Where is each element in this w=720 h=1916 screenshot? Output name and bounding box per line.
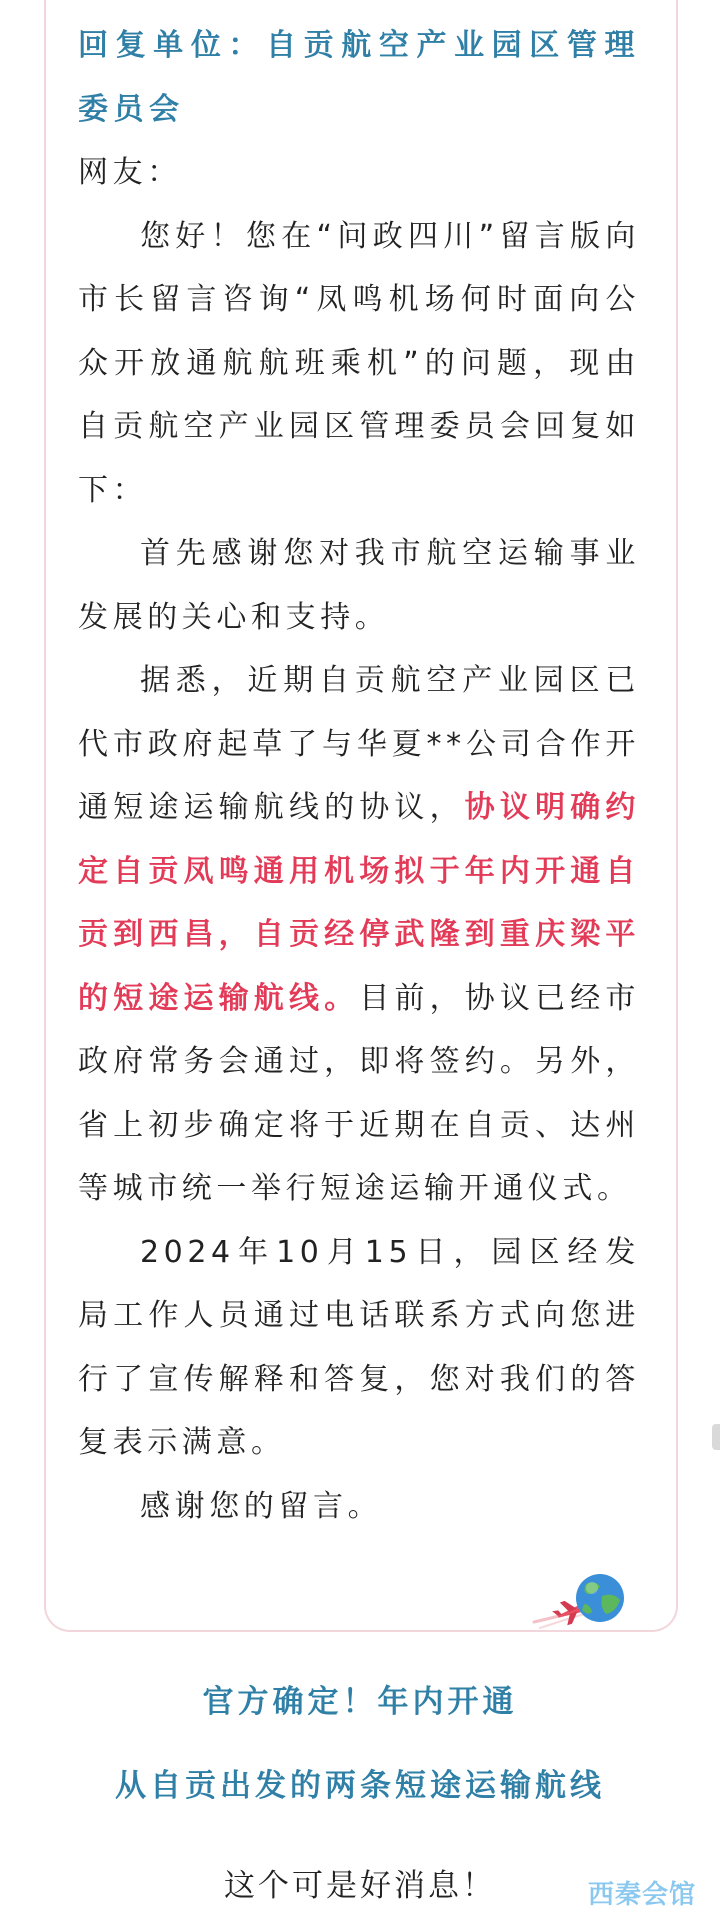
paragraph-closing: 感谢您的留言。 [140, 1488, 383, 1524]
section-title-line2: 从自贡出发的两条短途运输航线 [115, 1768, 605, 1804]
scroll-indicator[interactable] [712, 1424, 720, 1450]
highlight-text: 协议明确约定自贡凤鸣通用机场拟于年内开通自贡到西昌，自贡经停武隆到重庆梁平的短途运输航线。 [78, 790, 641, 1016]
reply-content [78, 14, 640, 1538]
paragraph-followup: 2024年10月15日，园区经发局工作人员通过电话联系方式向您进行了宣传解释和答复，您对我们的答复表示满意。 [78, 1234, 640, 1460]
closing-note: 这个可是好消息！ [224, 1868, 496, 1904]
paragraph-greeting: 您好！您在“问政四川”留言版向市长留言咨询“凤鸣机场何时面向公众开放通航航班乘机”的问题，现由自贡航空产业园区管理委员会回复如下： [78, 218, 640, 508]
globe-airplane-icon [530, 1570, 626, 1636]
agreement-status-text: 目前，协议已经市政府常务会通过，即将签约。另外，省上初步确定将于近期在自贡、达州等城市统一举行短途运输开通仪式。 [78, 980, 640, 1206]
paragraph-agreement [78, 649, 640, 1221]
salutation: 网友： [78, 155, 182, 190]
agreement-text: 据悉，近期自贡航空产业园区已代市政府起草了与华夏**公司合作开通短途运输航线的协议， [78, 663, 640, 825]
watermark-text: 西秦会馆 [588, 1880, 697, 1910]
section-title-line1: 官方确定！年内开通 [202, 1684, 518, 1720]
paragraph-thanks: 首先感谢您对我市航空运输事业发展的关心和支持。 [78, 536, 640, 635]
reply-unit: 回复单位：自贡航空产业园区管理委员会 [78, 28, 640, 127]
